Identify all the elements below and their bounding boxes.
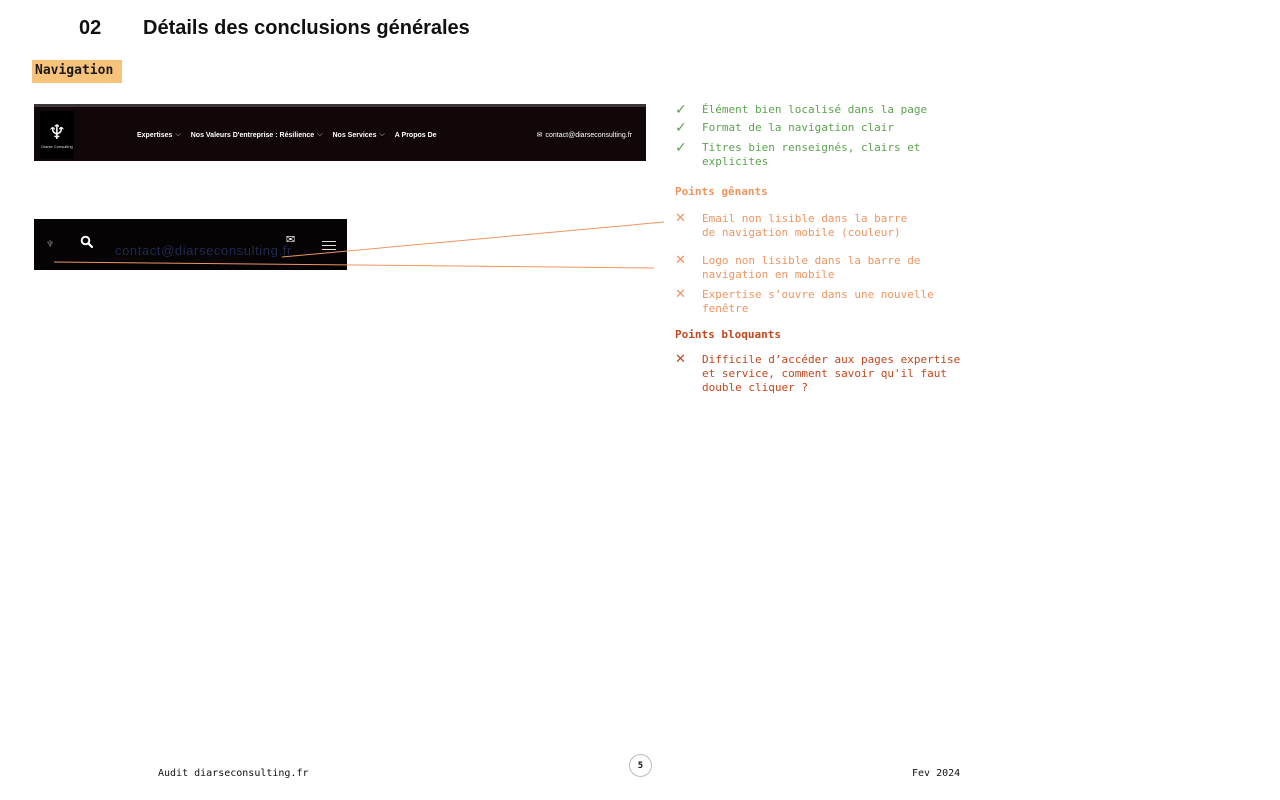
cross-icon: ✕ (675, 211, 686, 226)
list-item: ✓ Élément bien localisé dans la page (675, 102, 928, 118)
list-item: ✕ Difficile d’accéder aux pages expertise et service, comment savoir qu'il faut double cliquer ? (675, 352, 961, 394)
chevron-down-icon: ⌵ (175, 131, 181, 138)
list-item: ✕ Expertise s’ouvre dans une nouvelle fenêtre (675, 287, 934, 315)
connector-email (282, 222, 664, 257)
list-item: ✓ Format de la navigation clair (675, 120, 895, 136)
check-icon: ✓ (675, 102, 687, 118)
cross-icon: ✕ (675, 287, 686, 302)
check-icon: ✓ (675, 120, 687, 136)
section-heading: Points gênants (675, 185, 768, 198)
chevron-down-icon: ⌵ (317, 131, 323, 138)
desktop-contact-email: ✉ contact@diarseconsulting.fr (536, 131, 632, 139)
menu-item-apropos: A Propos De (394, 131, 437, 139)
list-item: ✓ Titres bien renseignés, clairs et explicites (675, 140, 921, 168)
connector-logo (54, 262, 654, 268)
cross-icon: ✕ (675, 352, 686, 367)
menu-item-services: Nos Services ⌵ (332, 131, 385, 139)
mobile-contact-email: contact@diarseconsulting.fr (115, 243, 292, 258)
check-icon: ✓ (675, 140, 687, 156)
page-number: 5 (629, 754, 652, 777)
envelope-icon: ✉ (286, 233, 296, 246)
category-tag: Navigation (32, 60, 122, 83)
footer-audit-label: Audit diarseconsulting.fr (158, 768, 309, 779)
section-number: 02 (79, 17, 102, 39)
section-heading: Points bloquants (675, 328, 781, 341)
menu-item-expertises: Expertises ⌵ (137, 131, 181, 139)
envelope-icon: ✉ (536, 132, 543, 139)
menu-item-valeurs: Nos Valeurs D'entreprise : Résilience ⌵ (190, 131, 323, 139)
cross-icon: ✕ (675, 253, 686, 268)
logo-caption: Diarse Consulting (41, 143, 73, 149)
page-title: Détails des conclusions générales (143, 17, 470, 39)
list-item: ✕ Logo non lisible dans la barre de navigation en mobile (675, 253, 921, 281)
footer-date: Fev 2024 (912, 768, 961, 779)
tree-logo-icon: ♆ (48, 119, 66, 144)
list-item: ✕ Email non lisible dans la barre de navigation mobile (couleur) (675, 211, 908, 239)
mobile-logo-icon: ♆ (46, 240, 55, 250)
chevron-down-icon: ⌵ (379, 131, 385, 138)
